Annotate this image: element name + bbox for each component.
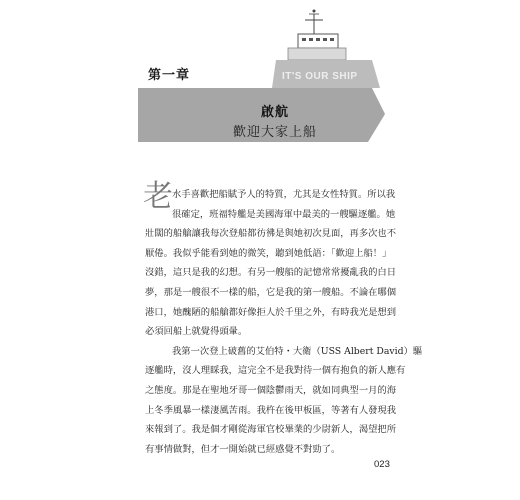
drop-cap: 老 — [143, 179, 173, 214]
text-line: 我第一次登上破舊的艾伯特・大衛（USS Albert David）驅 — [172, 345, 423, 357]
text-line: 港口，她醜陋的船艙都好像拒人於千里之外，有時我光是想到 — [145, 306, 397, 318]
text-line: 壯闊的船艙讓我每次登船都彷彿是與她初次見面，再多次也不 — [145, 228, 397, 240]
chapter-title: 啟航 — [260, 105, 289, 120]
text-line: 之態度。那是在聖地牙哥一個陰鬱雨天，就如同典型一月的海 — [145, 384, 397, 396]
page-number: 023 — [374, 459, 390, 470]
ship-name-lettering: IT'S OUR SHIP — [282, 71, 358, 82]
text-line: 厭倦。我似乎能看到她的微笑，聽到她低語：「歡迎上船！」 — [145, 247, 392, 259]
text-line: 有事情做對，但才一開始就已經感覺不對勁了。 — [145, 443, 341, 455]
text-line: 沒錯，這只是我的幻想。有另一艘船的記憶常常擾亂我的白日 — [145, 267, 397, 279]
chapter-subtitle: 歡迎大家上船 — [232, 125, 317, 140]
text-line: 上冬季風暴一樣淒風苦雨。我杵在後甲板區，等著有人發現我 — [145, 404, 397, 416]
text-line: 必須回船上就覺得頭暈。 — [145, 326, 248, 338]
text-line: 夢，那是一艘很不一樣的船，它是我的第一艘船。不論在哪個 — [145, 286, 397, 298]
text-line: 來報到了。我是個才剛從海軍官校畢業的少尉新人，渴望把所 — [145, 424, 397, 436]
text-line: 水手喜歡把船賦予人的特質，尤其是女性特質。所以我 — [172, 189, 396, 200]
chapter-label: 第一章 — [148, 68, 191, 83]
text-line: 很確定，班福特艦是美國海軍中最美的一艘驅逐艦。她 — [172, 208, 396, 220]
text-line: 逐艦時，沒人理睬我，這完全不是我對待一個有抱負的新人應有 — [145, 365, 406, 377]
body-text — [145, 185, 423, 459]
